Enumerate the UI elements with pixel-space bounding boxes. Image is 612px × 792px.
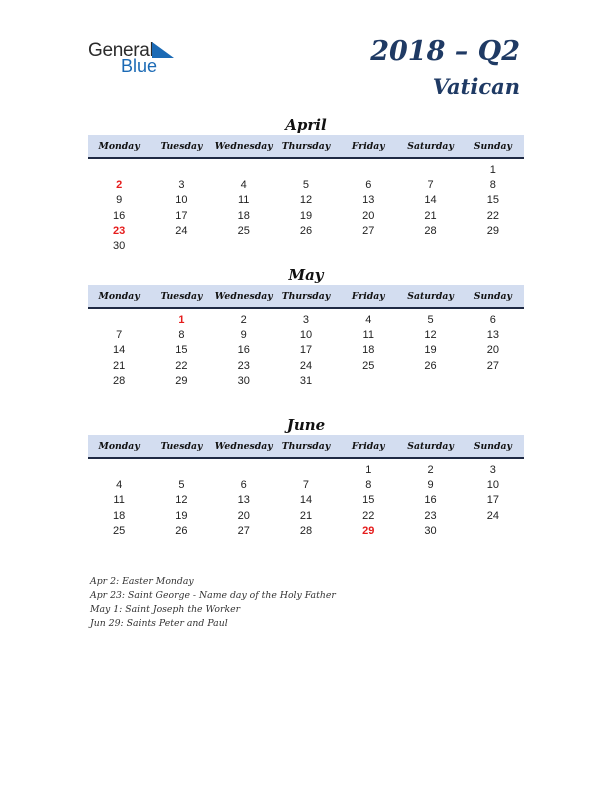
date-cell: 26 xyxy=(424,359,437,372)
date-cell: 21 xyxy=(113,359,126,372)
date-cell: 7 xyxy=(302,478,310,491)
date-cell: 27 xyxy=(486,359,499,372)
holiday-note: Jun 29: Saints Peter and Paul xyxy=(90,618,228,629)
date-cell: 30 xyxy=(424,524,437,537)
weekday-header: Tuesday xyxy=(160,440,203,452)
date-cell: 17 xyxy=(175,209,188,222)
week-row xyxy=(88,177,524,192)
date-cell: 5 xyxy=(178,478,185,491)
date-cell: 3 xyxy=(302,313,310,326)
date-cell: 31 xyxy=(299,374,313,387)
date-cell: 1 xyxy=(489,163,496,176)
date-cell: 2 xyxy=(240,313,247,326)
week-row xyxy=(88,193,524,208)
date-cell: 24 xyxy=(486,509,499,522)
date-cell: 12 xyxy=(175,494,188,507)
date-cell: 20 xyxy=(486,344,499,357)
month-title: May xyxy=(288,266,324,284)
week-row xyxy=(88,373,524,388)
date-cell: 21 xyxy=(424,209,437,222)
date-cell: 15 xyxy=(486,194,499,207)
page-title: 2018 – Q2 xyxy=(370,36,520,67)
logo-word-blue: Blue xyxy=(121,56,158,76)
holiday-note: May 1: Saint Joseph the Worker xyxy=(90,604,241,615)
date-cell: 15 xyxy=(362,494,375,507)
date-cell: 23 xyxy=(237,359,250,372)
weekday-header: Thursday xyxy=(281,290,331,302)
date-cell: 25 xyxy=(362,359,375,372)
date-cell: 19 xyxy=(175,509,188,522)
date-cell: 27 xyxy=(237,524,250,537)
date-cell: 28 xyxy=(424,224,437,237)
weekday-header: Saturday xyxy=(407,440,454,452)
week-row xyxy=(88,238,524,253)
weekday-header: Wednesday xyxy=(214,140,273,152)
weekday-header: Sunday xyxy=(473,440,512,452)
month-title: June xyxy=(286,416,326,434)
weekday-header: Friday xyxy=(351,290,385,302)
week-row xyxy=(88,208,524,223)
date-cell: 2 xyxy=(427,463,434,476)
date-cell: 3 xyxy=(178,178,185,191)
weekday-header: Sunday xyxy=(473,140,512,152)
date-cell: 16 xyxy=(113,209,126,222)
date-cell: 19 xyxy=(299,209,313,222)
date-cell: 10 xyxy=(299,328,313,341)
holiday-note: Apr 2: Easter Monday xyxy=(90,576,194,587)
date-cell: 14 xyxy=(299,494,313,507)
weekday-header-row xyxy=(88,135,524,159)
week-row xyxy=(88,312,524,327)
generalblue-logo xyxy=(88,40,188,76)
date-cell: 28 xyxy=(299,524,313,537)
date-cell: 27 xyxy=(362,224,375,237)
date-cell: 30 xyxy=(113,240,126,253)
week-row xyxy=(88,462,524,477)
page-subtitle: Vatican xyxy=(432,74,520,99)
date-cell: 24 xyxy=(175,224,188,237)
month-title: April xyxy=(285,116,327,134)
week-row xyxy=(88,477,524,492)
date-cell: 14 xyxy=(113,344,126,357)
date-cell: 8 xyxy=(489,178,496,191)
date-cell: 18 xyxy=(362,344,375,357)
date-cell: 3 xyxy=(489,463,496,476)
week-row xyxy=(88,327,524,342)
date-cell: 10 xyxy=(486,478,499,491)
date-cell: 24 xyxy=(299,359,313,372)
weekday-header-row xyxy=(88,285,524,309)
date-cell: 17 xyxy=(299,344,313,357)
date-cell: 26 xyxy=(299,224,313,237)
date-cell: 25 xyxy=(113,524,126,537)
date-cell: 7 xyxy=(427,178,434,191)
date-cell: 22 xyxy=(362,509,375,522)
weekday-header: Tuesday xyxy=(160,290,203,302)
date-cell: 6 xyxy=(489,313,496,326)
date-cell: 9 xyxy=(240,328,247,341)
date-cell: 19 xyxy=(424,344,437,357)
date-cell: 11 xyxy=(362,328,374,341)
week-row xyxy=(88,162,524,177)
weekday-header: Saturday xyxy=(407,290,454,302)
date-cell: 8 xyxy=(365,478,372,491)
date-cell: 4 xyxy=(365,313,372,326)
weekday-header: Friday xyxy=(351,140,385,152)
weekday-header: Thursday xyxy=(281,440,331,452)
date-cell: 14 xyxy=(424,194,437,207)
date-cell: 17 xyxy=(486,494,499,507)
month-may xyxy=(88,265,524,388)
date-cell: 22 xyxy=(175,359,188,372)
date-cell: 13 xyxy=(362,194,375,207)
week-row xyxy=(88,223,524,238)
date-cell: 18 xyxy=(113,509,126,522)
date-cell: 29 xyxy=(486,224,499,237)
holiday-date-cell: 29 xyxy=(362,524,375,537)
date-cell: 7 xyxy=(116,328,123,341)
logo-word-general: General xyxy=(88,40,154,61)
date-cell: 6 xyxy=(240,478,247,491)
date-cell: 23 xyxy=(424,509,437,522)
date-cell: 21 xyxy=(299,509,313,522)
date-cell: 22 xyxy=(486,209,499,222)
weekday-header: Monday xyxy=(98,140,140,152)
holiday-notes xyxy=(90,575,336,631)
week-row xyxy=(88,508,524,523)
date-cell: 9 xyxy=(116,194,123,207)
date-cell: 15 xyxy=(175,344,188,357)
date-cell: 11 xyxy=(237,194,250,207)
date-cell: 4 xyxy=(116,478,123,491)
holiday-date-cell: 23 xyxy=(113,224,126,237)
week-row xyxy=(88,358,524,373)
weekday-header: Thursday xyxy=(281,140,331,152)
weekday-header: Wednesday xyxy=(214,290,273,302)
date-cell: 18 xyxy=(237,209,250,222)
week-row xyxy=(88,523,524,538)
week-row xyxy=(88,343,524,358)
date-cell: 5 xyxy=(427,313,434,326)
weekday-header: Saturday xyxy=(407,140,454,152)
date-cell: 16 xyxy=(424,494,437,507)
month-april xyxy=(88,115,524,254)
weekday-header: Tuesday xyxy=(160,140,203,152)
holiday-note: Apr 23: Saint George - Name day of the Holy Father xyxy=(90,590,336,601)
holiday-date-cell: 2 xyxy=(116,178,123,191)
date-cell: 28 xyxy=(113,374,126,387)
date-cell: 13 xyxy=(486,328,499,341)
date-cell: 13 xyxy=(237,494,250,507)
date-cell: 25 xyxy=(237,224,250,237)
date-cell: 10 xyxy=(175,194,188,207)
date-cell: 20 xyxy=(362,209,375,222)
holiday-date-cell: 1 xyxy=(178,313,185,326)
weekday-header: Wednesday xyxy=(214,440,273,452)
month-june xyxy=(88,415,524,538)
date-cell: 11 xyxy=(113,494,125,507)
date-cell: 30 xyxy=(237,374,250,387)
weekday-header: Monday xyxy=(98,440,140,452)
week-row xyxy=(88,493,524,508)
date-cell: 12 xyxy=(299,194,313,207)
date-cell: 4 xyxy=(240,178,247,191)
date-cell: 6 xyxy=(365,178,372,191)
date-cell: 8 xyxy=(178,328,185,341)
date-cell: 16 xyxy=(237,344,250,357)
date-cell: 9 xyxy=(427,478,434,491)
weekday-header: Friday xyxy=(351,440,385,452)
date-cell: 20 xyxy=(237,509,250,522)
date-cell: 26 xyxy=(175,524,188,537)
weekday-header-row xyxy=(88,435,524,459)
date-cell: 5 xyxy=(302,178,310,191)
date-cell: 1 xyxy=(365,463,372,476)
date-cell: 29 xyxy=(175,374,188,387)
weekday-header: Sunday xyxy=(473,290,512,302)
weekday-header: Monday xyxy=(98,290,140,302)
date-cell: 12 xyxy=(424,328,437,341)
